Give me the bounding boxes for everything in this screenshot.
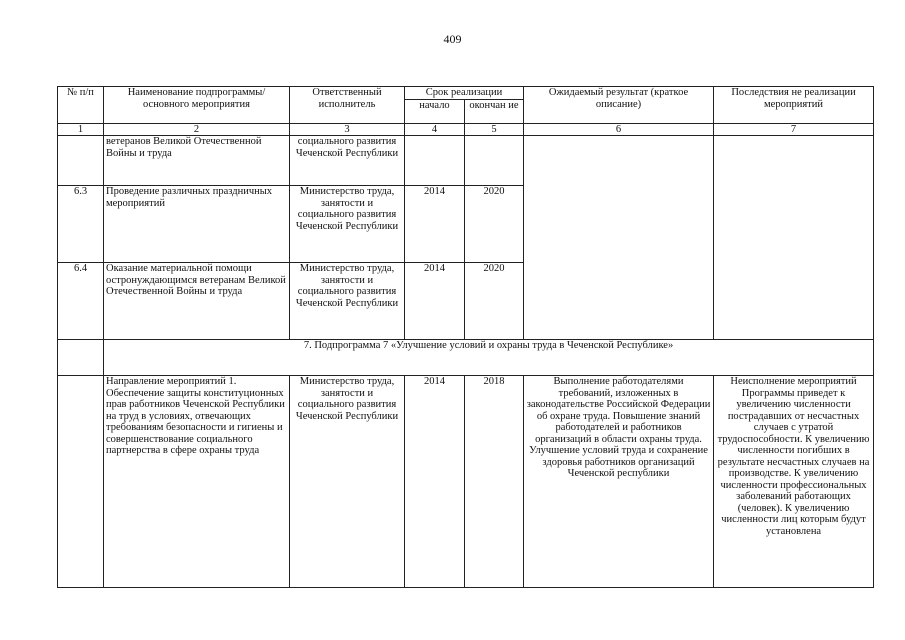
direction-row (58, 376, 874, 588)
header-name: Наименование подпрограммы/ основного мероприятия (104, 87, 290, 124)
header-term: Срок реализации (405, 87, 524, 100)
header-consequence: Последствия не реализации мероприятий (714, 87, 874, 124)
header-start: начало (405, 100, 465, 124)
header-end: окончан ие (465, 100, 524, 124)
column-number: 3 (290, 124, 405, 136)
row-number: 6.3 (58, 186, 104, 263)
activities-table (57, 86, 874, 588)
row-end: 2020 (465, 263, 524, 340)
row-end (465, 136, 524, 186)
row-number (58, 136, 104, 186)
row-consequence-empty (714, 136, 874, 340)
column-number: 4 (405, 124, 465, 136)
page-number: 409 (443, 32, 462, 46)
direction-start: 2014 (405, 376, 465, 588)
row-result-empty (524, 136, 714, 340)
column-number: 2 (104, 124, 290, 136)
direction-name: Направление мероприятий 1. Обеспечение защиты конституционных прав работников Чеченской Республики на труд в условиях, отвечающих требованиям безопасности и гигиены и совершенствование социального партнерства в сфере охраны труда (104, 376, 290, 588)
row-number: 6.4 (58, 263, 104, 340)
row-end: 2020 (465, 186, 524, 263)
column-number: 6 (524, 124, 714, 136)
direction-consequence: Неисполнение мероприятий Программы приведет к увеличению численности пострадавших от несчастных случаев с утратой трудоспособности. К увеличению численности погибших в результате несчастных случаев на производстве. К увеличению численности профессиональных заболеваний работающих (человек). К увеличению численности лиц которым будут установлена (714, 376, 874, 588)
table-row (58, 136, 874, 186)
row-name: Проведение различных праздничных мероприятий (104, 186, 290, 263)
header-result: Ожидаемый результат (краткое описание) (524, 87, 714, 124)
row-start: 2014 (405, 186, 465, 263)
column-number: 1 (58, 124, 104, 136)
header-row-1 (58, 87, 874, 100)
header-number: № п/п (58, 87, 104, 124)
header-executor: Ответственный исполнитель (290, 87, 405, 124)
row-start: 2014 (405, 263, 465, 340)
row-executor: Министерство труда, занятости и социального развития Чеченской Республики (290, 263, 405, 340)
row-start (405, 136, 465, 186)
row-name: Оказание материальной помощи остронуждающимся ветеранам Великой Отечественной Войны и труда (104, 263, 290, 340)
direction-executor: Министерство труда, занятости и социального развития Чеченской Республики (290, 376, 405, 588)
row-executor: Министерство труда, занятости и социального развития Чеченской Республики (290, 186, 405, 263)
column-numbers-row (58, 124, 874, 136)
direction-result: Выполнение работодателями требований, изложенных в законодательстве Российской Федерации об охране труда. Повышение знаний работодателей и работников организаций в области охраны труда. Улучшение условий труда и сохранение здоровья работников организаций Чеченской республики (524, 376, 714, 588)
column-number: 5 (465, 124, 524, 136)
subprogram-row (58, 340, 874, 376)
row-name: ветеранов Великой Отечественной Войны и труда (104, 136, 290, 186)
subprogram-empty-cell (58, 340, 104, 376)
subprogram-title: 7. Подпрограмма 7 «Улучшение условий и охраны труда в Чеченской Республике» (104, 340, 874, 376)
column-number: 7 (714, 124, 874, 136)
row-number (58, 376, 104, 588)
row-executor: социального развития Чеченской Республики (290, 136, 405, 186)
direction-end: 2018 (465, 376, 524, 588)
